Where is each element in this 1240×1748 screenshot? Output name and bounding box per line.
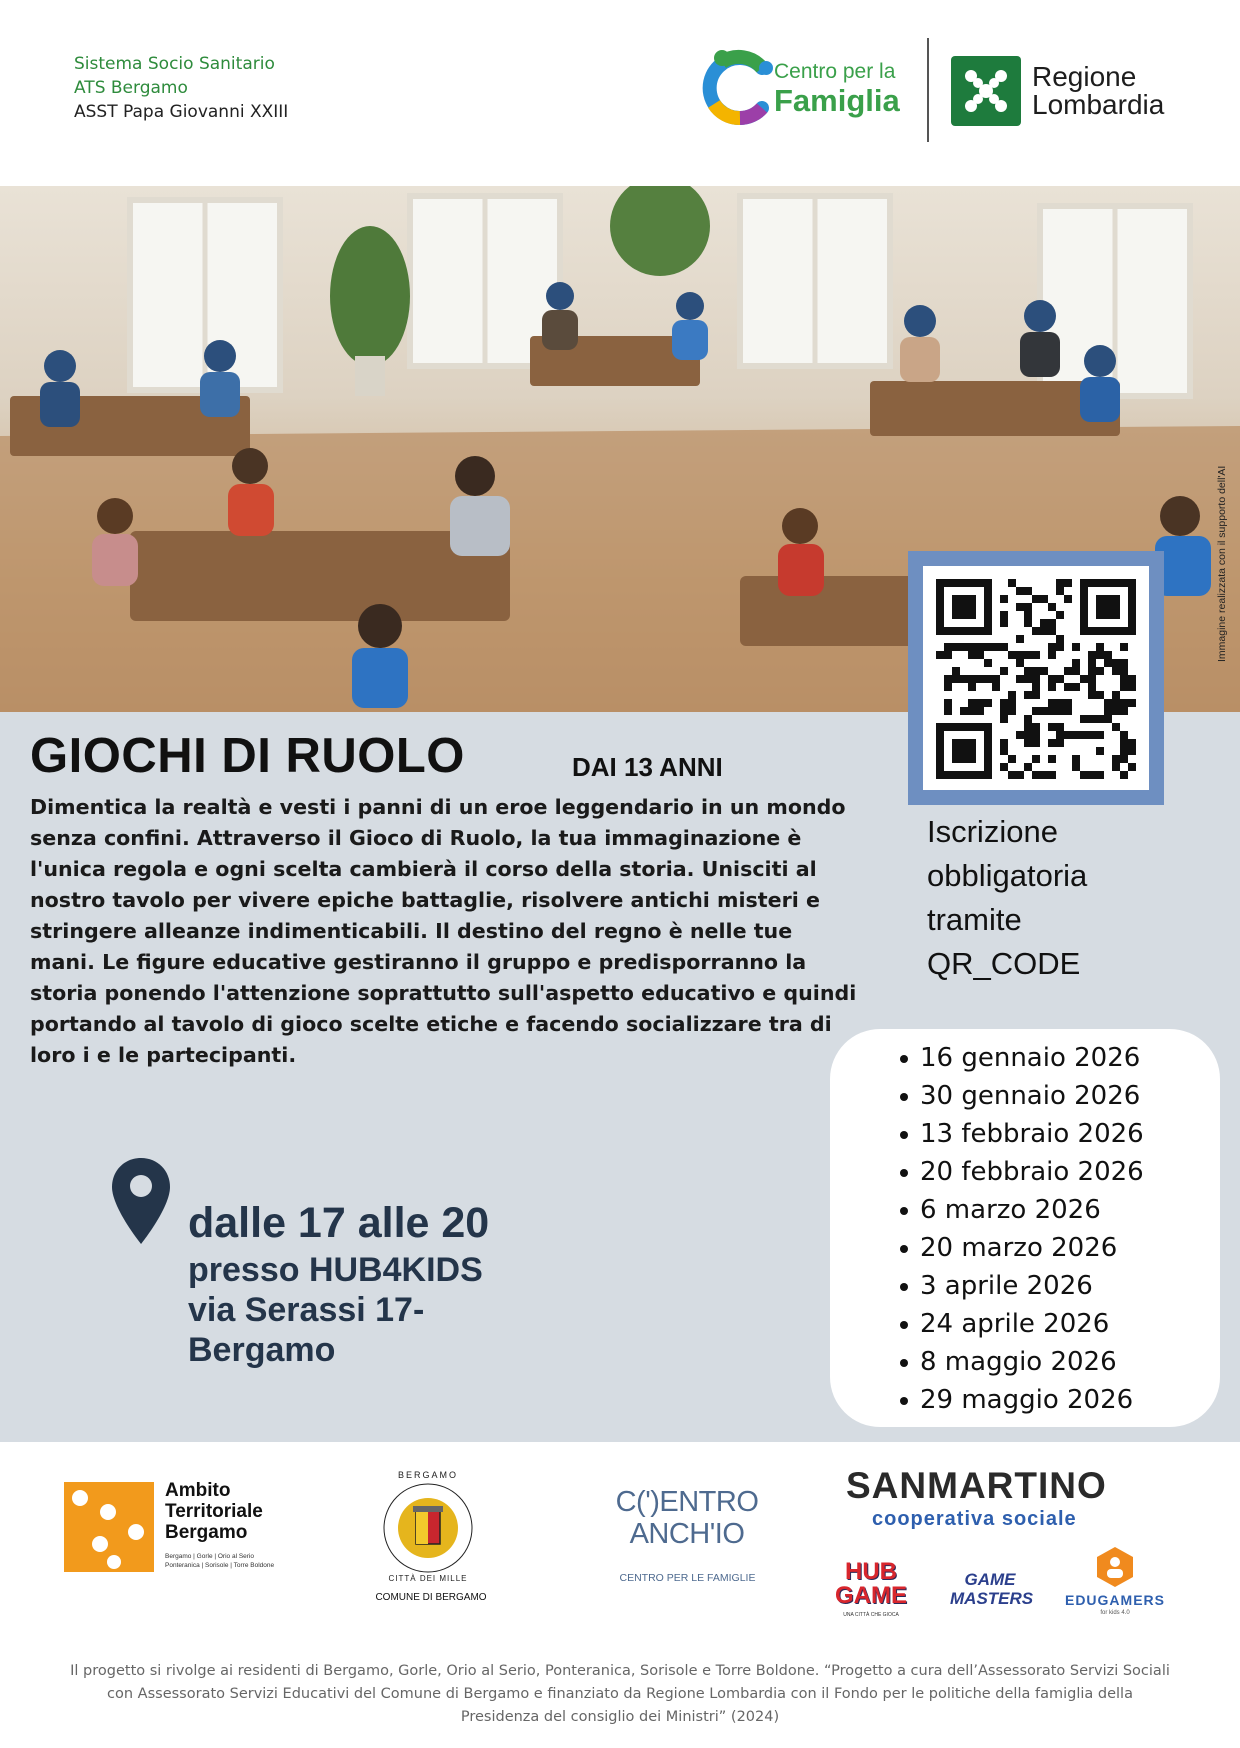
qr-module	[984, 675, 992, 683]
qr-module	[1056, 731, 1064, 739]
photo-credit-text: Immagine realizzata con il supporto dell'AI	[1216, 465, 1228, 662]
qr-code[interactable]	[923, 566, 1149, 790]
date-item: 20 marzo 2026	[920, 1229, 1220, 1267]
edugamers-subtitle: for kids 4.0	[1100, 1610, 1130, 1616]
qr-module	[1048, 755, 1056, 763]
qr-module	[1120, 675, 1128, 683]
ambito-sub-1: Bergamo | Gorle | Orio al Serio	[165, 1553, 254, 1560]
place-line-1: presso HUB4KIDS	[188, 1251, 483, 1289]
hubgame-line-1: HUB	[845, 1558, 897, 1585]
qr-module	[952, 675, 960, 683]
header-divider	[927, 38, 929, 142]
qr-module	[976, 651, 984, 659]
qr-module	[1016, 603, 1024, 611]
gamemasters-line-1: GAME	[964, 1570, 1016, 1589]
footer-note	[0, 1660, 1240, 1729]
qr-module	[1088, 771, 1096, 779]
qr-module	[968, 699, 976, 707]
ambito-logo-icon	[64, 1482, 154, 1572]
centro-anchio-line-1: C(')ENTRO	[615, 1486, 759, 1518]
hubgame-logo	[826, 1560, 916, 1608]
qr-module	[1008, 771, 1016, 779]
qr-module	[968, 683, 976, 691]
qr-module	[968, 651, 976, 659]
qr-finder-pattern	[1096, 595, 1120, 619]
qr-module	[1072, 731, 1080, 739]
gamemasters-logo	[950, 1570, 1034, 1608]
date-item: 24 aprile 2026	[920, 1305, 1220, 1343]
qr-module	[984, 659, 992, 667]
qr-module	[1112, 763, 1120, 771]
event-age: DAI 13 ANNI	[572, 752, 723, 782]
hubgame-line-2: GAME	[835, 1582, 907, 1609]
registration-line-4: QR_CODE	[927, 946, 1081, 981]
qr-module	[976, 675, 984, 683]
date-item: 8 maggio 2026	[920, 1343, 1220, 1381]
qr-module	[1096, 667, 1104, 675]
qr-module	[1096, 715, 1104, 723]
qr-module	[1112, 755, 1120, 763]
qr-module	[1120, 739, 1128, 747]
qr-module	[1056, 723, 1064, 731]
qr-module	[1072, 763, 1080, 771]
centro-anchio-line-2: ANCH'IO	[629, 1518, 745, 1550]
qr-module	[1024, 619, 1032, 627]
qr-module	[992, 643, 1000, 651]
qr-module	[992, 683, 1000, 691]
comune-name: COMUNE DI BERGAMO	[375, 1592, 487, 1603]
footer-line-2: con Assessorato Servizi Educativi del Comune di Bergamo e finanziato da Regione Lombardia con il Fondo per le politiche della famiglia della	[107, 1686, 1133, 1702]
qr-module	[1056, 635, 1064, 643]
qr-module	[1048, 683, 1056, 691]
qr-module	[944, 707, 952, 715]
qr-module	[1056, 643, 1064, 651]
qr-module	[1024, 651, 1032, 659]
place-line-3: Bergamo	[188, 1331, 336, 1369]
qr-finder-pattern	[952, 739, 976, 763]
centro-famiglia-logo-icon	[700, 46, 780, 130]
qr-module	[1120, 699, 1128, 707]
qr-module	[1080, 715, 1088, 723]
qr-module	[968, 675, 976, 683]
qr-module	[936, 651, 944, 659]
qr-module	[1000, 667, 1008, 675]
date-item: 3 aprile 2026	[920, 1267, 1220, 1305]
date-item: 20 febbraio 2026	[920, 1153, 1220, 1191]
centro-famiglia-line-2: Famiglia	[774, 83, 900, 118]
event-time: dalle 17 alle 20	[188, 1199, 490, 1247]
qr-module	[976, 699, 984, 707]
gamemasters-line-2: MASTERS	[950, 1589, 1034, 1608]
qr-module	[1096, 651, 1104, 659]
edugamers-logo: EDUGAMERS	[1064, 1592, 1165, 1608]
qr-module	[1008, 699, 1016, 707]
ambito-line-2: Territoriale	[165, 1501, 263, 1522]
qr-module	[1048, 603, 1056, 611]
qr-module	[1064, 683, 1072, 691]
qr-module	[1032, 691, 1040, 699]
qr-module	[1024, 763, 1032, 771]
qr-module	[1104, 699, 1112, 707]
qr-module	[1120, 707, 1128, 715]
qr-module	[1016, 635, 1024, 643]
ambito-line-3: Bergamo	[165, 1522, 248, 1543]
centro-anchio-subtitle: CENTRO PER LE FAMIGLIE	[619, 1572, 756, 1584]
qr-module	[1088, 659, 1096, 667]
comune-bergamo-crest-icon	[370, 1470, 486, 1588]
qr-module	[1040, 707, 1048, 715]
registration-line-3: tramite	[927, 902, 1022, 937]
qr-module	[1112, 699, 1120, 707]
qr-module	[1064, 707, 1072, 715]
qr-module	[1064, 731, 1072, 739]
qr-module	[1048, 699, 1056, 707]
qr-module	[992, 675, 1000, 683]
qr-module	[1120, 659, 1128, 667]
qr-module	[1040, 667, 1048, 675]
qr-module	[1000, 763, 1008, 771]
qr-module	[1104, 707, 1112, 715]
event-description: Dimentica la realtà e vesti i panni di un eroe leggendario in un mondo senza confini. Attraverso il Gioco di Ruolo, la tua immaginazione è l'unica regola e ogni scelta cambierà il corso della storia. Unisciti al nostro tavolo per vivere epiche battaglie, risolvere antichi misteri e stringere alleanze indimenticabili. Il destino del regno è nelle tue mani. Le figure educative gestiranno il gruppo e predisporranno la storia ponendo l'attenzione soprattutto sull'aspetto educativo e quindi portando al tavolo di gioco scelte etiche e facendo socializzare tra di loro i e le partecipanti.	[30, 795, 857, 1067]
qr-module	[1016, 731, 1024, 739]
qr-module	[1088, 667, 1096, 675]
qr-module	[1096, 771, 1104, 779]
qr-module	[1000, 611, 1008, 619]
qr-module	[1072, 755, 1080, 763]
qr-module	[1032, 755, 1040, 763]
qr-module	[1128, 739, 1136, 747]
qr-module	[1032, 707, 1040, 715]
ambito-line-1: Ambito	[165, 1480, 231, 1501]
qr-module	[976, 707, 984, 715]
qr-module	[1008, 707, 1016, 715]
qr-module	[1032, 771, 1040, 779]
qr-module	[1128, 763, 1136, 771]
qr-module	[1096, 691, 1104, 699]
qr-module	[1088, 675, 1096, 683]
qr-module	[1008, 691, 1016, 699]
qr-module	[1056, 587, 1064, 595]
qr-module	[1000, 739, 1008, 747]
ats-header-text	[74, 52, 288, 124]
qr-module	[1104, 715, 1112, 723]
qr-module	[968, 643, 976, 651]
qr-module	[1088, 715, 1096, 723]
qr-module	[1032, 731, 1040, 739]
qr-module	[1048, 723, 1056, 731]
qr-module	[984, 699, 992, 707]
qr-module	[1008, 755, 1016, 763]
registration-line-2: obbligatoria	[927, 858, 1088, 893]
qr-module	[1000, 747, 1008, 755]
qr-module	[1096, 643, 1104, 651]
qr-module	[1080, 675, 1088, 683]
qr-module	[1128, 747, 1136, 755]
date-item: 6 marzo 2026	[920, 1191, 1220, 1229]
dates-box	[830, 1029, 1220, 1427]
registration-note	[927, 810, 1087, 986]
qr-module	[984, 643, 992, 651]
qr-module	[1016, 587, 1024, 595]
qr-module	[1024, 731, 1032, 739]
qr-module	[1064, 579, 1072, 587]
regione-line-2: Lombardia	[1032, 89, 1165, 120]
footer-line-1: Il progetto si rivolge ai residenti di Bergamo, Gorle, Orio al Serio, Ponteranica, Sorisole e Torre Boldone. “Progetto a cura dell’Assessorato Servizi Sociali	[70, 1663, 1170, 1679]
qr-module	[1040, 595, 1048, 603]
registration-line-1: Iscrizione	[927, 814, 1058, 849]
sanmartino-logo: SANMARTINO	[846, 1465, 1107, 1506]
hubgame-tagline: UNA CITTÀ CHE GIOCA	[843, 1612, 899, 1618]
qr-module	[1016, 771, 1024, 779]
qr-module	[1048, 771, 1056, 779]
ambito-sub-2: Ponteranica | Sorisole | Torre Boldone	[165, 1562, 275, 1569]
qr-module	[1048, 619, 1056, 627]
qr-module	[1064, 667, 1072, 675]
qr-module	[1088, 691, 1096, 699]
qr-module	[1008, 651, 1016, 659]
qr-module	[1056, 739, 1064, 747]
qr-module	[1112, 667, 1120, 675]
qr-module	[1112, 659, 1120, 667]
ambito-subtitle	[165, 1552, 274, 1570]
qr-module	[976, 643, 984, 651]
event-title: GIOCHI DI RUOLO	[30, 729, 465, 783]
qr-module	[944, 651, 952, 659]
qr-module	[944, 683, 952, 691]
qr-module	[1128, 699, 1136, 707]
qr-module	[1104, 659, 1112, 667]
qr-module	[1056, 611, 1064, 619]
qr-module	[1064, 699, 1072, 707]
qr-module	[1008, 579, 1016, 587]
qr-module	[1120, 747, 1128, 755]
qr-module	[1056, 707, 1064, 715]
qr-module	[1056, 675, 1064, 683]
qr-module	[960, 675, 968, 683]
date-item: 13 febbraio 2026	[920, 1115, 1220, 1153]
qr-module	[1024, 691, 1032, 699]
qr-module	[1000, 595, 1008, 603]
qr-module	[1096, 731, 1104, 739]
qr-module	[1120, 643, 1128, 651]
qr-module	[1056, 699, 1064, 707]
location-pin-icon	[110, 1156, 172, 1246]
comune-motto-text: CITTÀ DEI MILLE	[388, 1574, 468, 1583]
qr-module	[1032, 627, 1040, 635]
qr-module	[1072, 683, 1080, 691]
qr-module	[968, 707, 976, 715]
qr-module	[1080, 771, 1088, 779]
qr-module	[1112, 691, 1120, 699]
edugamers-icon	[1095, 1545, 1135, 1589]
qr-module	[944, 643, 952, 651]
qr-module	[1120, 755, 1128, 763]
qr-module	[1040, 619, 1048, 627]
qr-module	[960, 643, 968, 651]
qr-module	[1048, 707, 1056, 715]
dates-list	[830, 1029, 1220, 1419]
qr-module	[960, 707, 968, 715]
qr-module	[1024, 611, 1032, 619]
qr-module	[1024, 603, 1032, 611]
ats-line-3: ASST Papa Giovanni XXIII	[74, 102, 289, 122]
qr-module	[1120, 683, 1128, 691]
footer-line-3: Presidenza del consiglio dei Ministri” (2024)	[460, 1709, 780, 1725]
qr-module	[1088, 651, 1096, 659]
qr-module	[1104, 651, 1112, 659]
date-item: 29 maggio 2026	[920, 1381, 1220, 1419]
qr-module	[1000, 715, 1008, 723]
qr-module	[1032, 675, 1040, 683]
regione-line-1: Regione	[1032, 61, 1137, 92]
qr-module	[944, 699, 952, 707]
qr-module	[1112, 723, 1120, 731]
qr-module	[1088, 731, 1096, 739]
qr-module	[1056, 579, 1064, 587]
qr-module	[1072, 667, 1080, 675]
qr-module	[1072, 659, 1080, 667]
qr-module	[1032, 683, 1040, 691]
qr-module	[1032, 651, 1040, 659]
qr-module	[1000, 707, 1008, 715]
qr-finder-pattern	[952, 595, 976, 619]
qr-module	[1088, 683, 1096, 691]
qr-module	[1048, 675, 1056, 683]
ats-line-2: ATS Bergamo	[74, 78, 188, 98]
qr-module	[952, 667, 960, 675]
qr-module	[1048, 627, 1056, 635]
qr-module	[1040, 771, 1048, 779]
qr-module	[1024, 739, 1032, 747]
ats-line-1: Sistema Socio Sanitario	[74, 54, 275, 74]
qr-module	[952, 643, 960, 651]
qr-module	[1128, 675, 1136, 683]
qr-module	[1024, 715, 1032, 723]
centro-anchio-logo	[612, 1486, 762, 1586]
qr-module	[1000, 643, 1008, 651]
regione-lombardia-logo-icon	[951, 56, 1021, 126]
qr-module	[1024, 675, 1032, 683]
qr-module	[1024, 587, 1032, 595]
qr-module	[1032, 739, 1040, 747]
qr-module	[1072, 643, 1080, 651]
qr-module	[1064, 595, 1072, 603]
qr-module	[1112, 707, 1120, 715]
qr-module	[1000, 699, 1008, 707]
qr-module	[1032, 667, 1040, 675]
place-line-2: via Serassi 17-	[188, 1291, 425, 1329]
event-location	[188, 1196, 489, 1370]
qr-module	[1016, 675, 1024, 683]
qr-module	[1080, 731, 1088, 739]
qr-module	[1048, 651, 1056, 659]
qr-module	[1096, 747, 1104, 755]
qr-module	[1016, 659, 1024, 667]
qr-module	[1048, 739, 1056, 747]
sanmartino-subtitle: cooperativa sociale	[872, 1508, 1077, 1530]
qr-module	[1120, 667, 1128, 675]
qr-module	[1120, 731, 1128, 739]
date-item: 16 gennaio 2026	[920, 1039, 1220, 1077]
qr-module	[1128, 683, 1136, 691]
qr-module	[1032, 723, 1040, 731]
qr-module	[1120, 771, 1128, 779]
qr-module	[1048, 643, 1056, 651]
qr-module	[1032, 595, 1040, 603]
centro-famiglia-line-1: Centro per la	[774, 60, 896, 83]
ambito-name	[165, 1480, 263, 1543]
date-item: 30 gennaio 2026	[920, 1077, 1220, 1115]
qr-module	[1000, 619, 1008, 627]
qr-module	[1040, 627, 1048, 635]
comune-top-text: BERGAMO	[397, 1470, 458, 1480]
qr-module	[1016, 651, 1024, 659]
photo-credit	[1214, 372, 1234, 662]
qr-module	[1024, 667, 1032, 675]
qr-module	[944, 675, 952, 683]
qr-module	[1024, 723, 1032, 731]
